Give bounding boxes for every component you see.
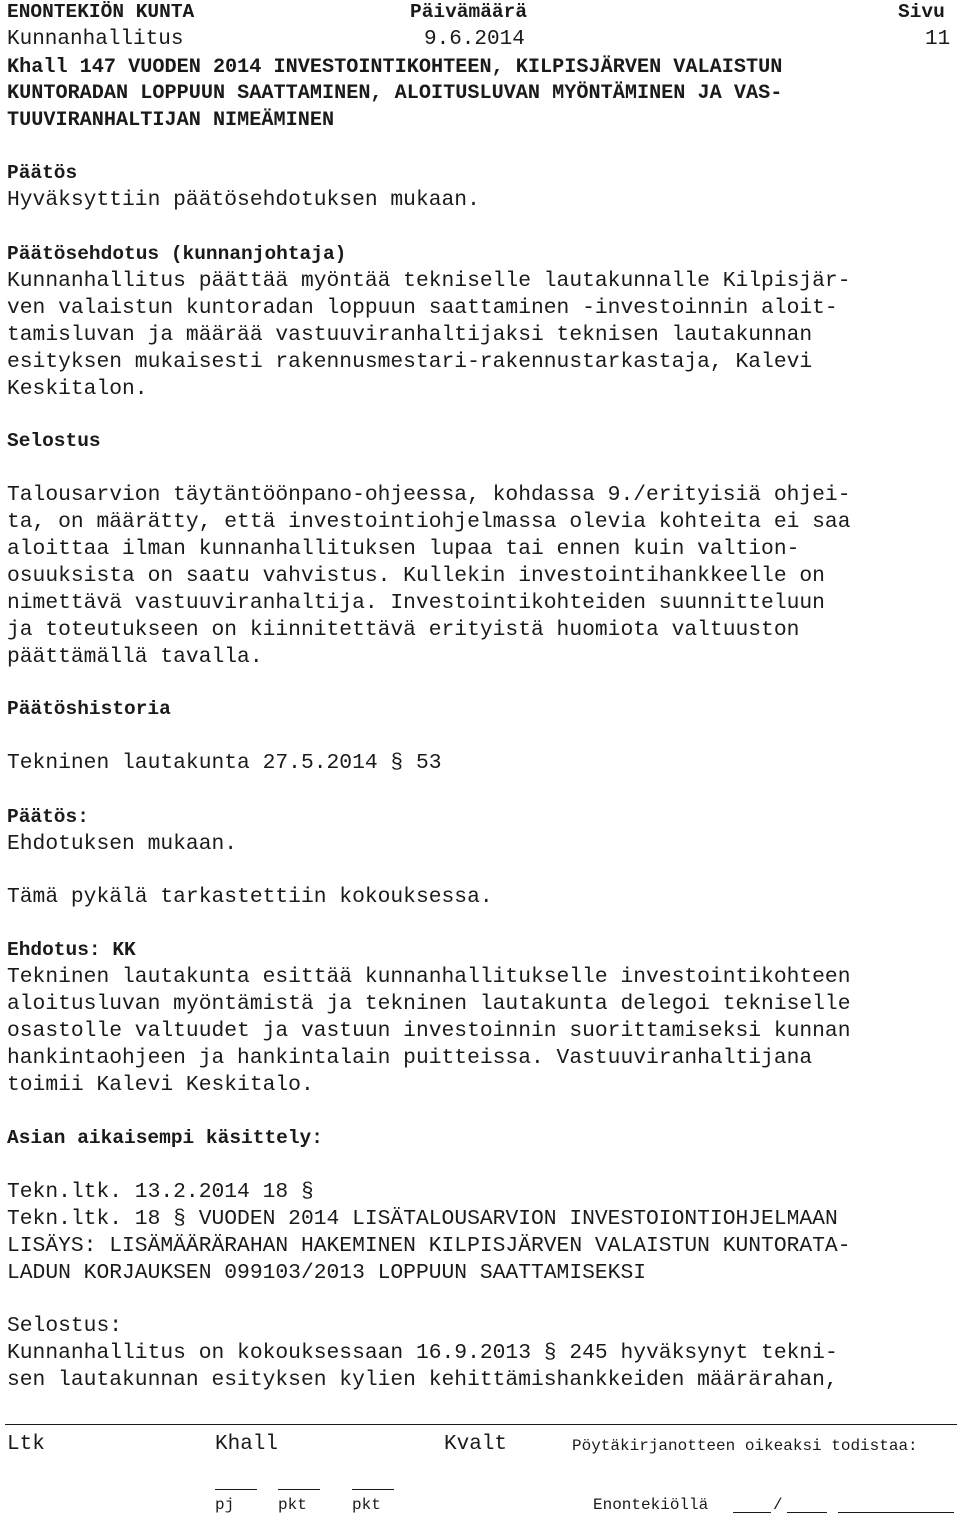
org-name: ENONTEKIÖN KUNTA [7,1,195,23]
explanation-line: päättämällä tavalla. [7,645,263,669]
section-title-line: KUNTORADAN LOPPUUN SAATTAMINEN, ALOITUSLUVAN MYÖNTÄMINEN JA VAS- [7,82,783,105]
earlier-title-start: VUODEN 2014 LISÄTALOUSARVION INVESTOIONTIOHJELMAAN [198,1207,838,1231]
section-title-line: TUUVIRANHALTIJAN NIMEÄMINEN [7,109,335,132]
signature-blank [215,1489,257,1490]
earlier-text-start: Kunnanhallitus on kokouksessaan 16.9.2013 [7,1341,531,1365]
proposal-line: Kunnanhallitus päättää myöntää tekniselle lautakunnalle Kilpisjär- [7,269,851,293]
earlier-text-line [7,1340,838,1367]
section-sign-icon: § [543,1341,557,1365]
section-sign-icon: § [300,1180,314,1204]
earlier-text-line: sen lautakunnan esityksen kylien kehittämishankkeiden määrärahan, [7,1368,838,1392]
section-sign-icon: § [173,1207,186,1231]
section-title-line: Khall 147 VUODEN 2014 INVESTOINTIKOHTEEN, KILPISJÄRVEN VALAISTUN [7,56,783,79]
history-proposal-line: osastolle valtuudet ja vastuun investoinnin suorittamiseksi kunnan [7,1019,851,1043]
signature-blank [278,1489,320,1490]
explanation-line: nimettävä vastuuviranhaltija. Investointikohteiden suunnitteluun [7,591,825,615]
page-number: 11 [925,28,951,51]
signature-blank [352,1489,394,1490]
footer-kvalt: Kvalt [444,1433,508,1456]
proposal-heading: Päätösehdotus (kunnanjohtaja) [7,243,347,265]
date-blank-month [787,1512,827,1513]
section-sign-icon: § [390,751,404,775]
history-proposal-line: Tekninen lautakunta esittää kunnanhallitukselle investointikohteen [7,965,851,989]
earlier-text-rest: 245 hyväksynyt tekni- [569,1341,838,1365]
date-label: Päivämäärä [410,1,528,23]
explanation-line: ta, on määrätty, että investointiohjelmassa olevia kohteita ei saa [7,510,851,534]
history-checked-text: Tämä pykälä tarkastettiin kokouksessa. [7,885,493,909]
governing-body: Kunnanhallitus [7,28,184,51]
footer-divider [5,1424,957,1425]
explanation-line: Talousarvion täytäntöönpano-ohjeessa, kohdassa 9./erityisiä ohjei- [7,483,851,507]
footer-ltk: Ltk [7,1433,45,1456]
explanation-heading: Selostus [7,430,101,452]
history-proposal-heading: Ehdotus: KK [7,939,136,961]
earlier-title-line: LISÄYS: LISÄMÄÄRÄRAHAN HAKEMINEN KILPISJÄRVEN VALAISTUN KUNTORATA- [7,1234,851,1258]
proposal-line: ven valaistun kuntoradan loppuun saattaminen -investoinnin aloit- [7,296,838,320]
explanation-line: aloittaa ilman kunnanhallituksen lupaa tai ennen kuin valtion- [7,537,800,561]
history-heading: Päätöshistoria [7,698,171,720]
date-blank-day [733,1512,771,1513]
footer-enontekiolla: Enontekiöllä [593,1496,709,1514]
footer-pkt: pkt [278,1496,307,1514]
footer-slash: / [773,1496,783,1514]
decision-heading: Päätös [7,162,78,184]
earlier-ref-1: Tekn.ltk. 13.2.2014 18 [7,1180,289,1204]
explanation-line: osuuksista on saatu vahvistus. Kullekin investointihankkeelle on [7,564,825,588]
history-decision-text: Ehdotuksen mukaan. [7,832,238,856]
history-meeting-section: 53 [415,751,442,775]
history-meeting-line [7,750,442,777]
signature-blank-certifier [838,1512,954,1513]
proposal-line: Keskitalon. [7,377,148,401]
history-proposal-line: aloitusluvan myöntämistä ja tekninen lautakunta delegoi tekniselle [7,992,851,1016]
earlier-selostus-heading: Selostus: [7,1314,123,1338]
earlier-line-2 [7,1206,838,1233]
history-meeting: Tekninen lautakunta 27.5.2014 [7,751,378,775]
history-proposal-line: hankintaohjeen ja hankintalain puitteissa. Vastuuviranhaltijana [7,1046,813,1070]
history-decision-heading: Päätös: [7,806,89,828]
footer-khall: Khall [215,1433,279,1456]
proposal-line: esityksen mukaisesti rakennusmestari-rakennustarkastaja, Kalevi [7,350,813,374]
explanation-line: ja toteutukseen on kiinnitettävä erityistä huomiota valtuuston [7,618,800,642]
proposal-line: tamisluvan ja määrää vastuuviranhaltijaksi teknisen lautakunnan [7,323,813,347]
footer-pkt: pkt [352,1496,381,1514]
earlier-ref-2: Tekn.ltk. 18 [7,1207,161,1231]
earlier-line-1 [7,1179,314,1206]
footer-certify: Pöytäkirjanotteen oikeaksi todistaa: [572,1437,918,1455]
earlier-heading: Asian aikaisempi käsittely: [7,1127,323,1149]
history-proposal-line: toimii Kalevi Keskitalo. [7,1073,314,1097]
earlier-title-line: LADUN KORJAUKSEN 099103/2013 LOPPUUN SAATTAMISEKSI [7,1261,647,1285]
decision-text: Hyväksyttiin päätösehdotuksen mukaan. [7,188,480,212]
meeting-date: 9.6.2014 [424,28,525,51]
page-label: Sivu [898,1,945,23]
footer-pj: pj [215,1496,235,1514]
